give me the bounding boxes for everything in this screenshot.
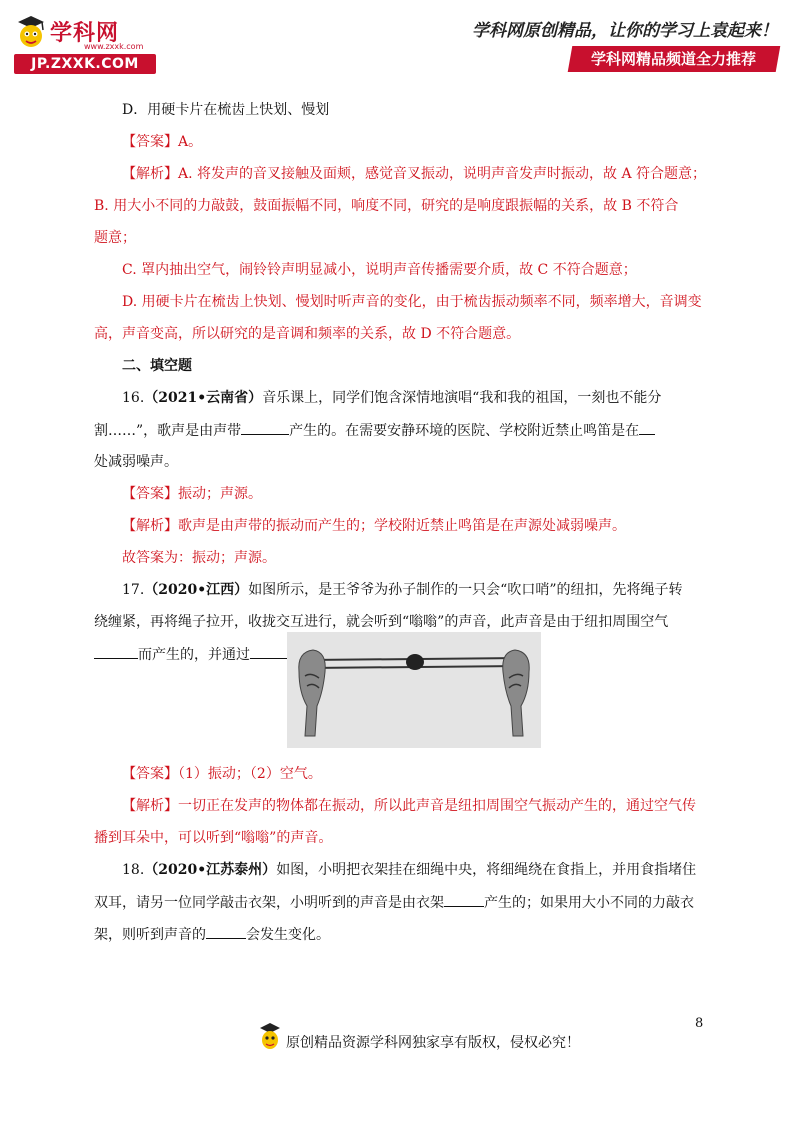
channel-text: 学科网精品频道全力推荐 xyxy=(591,50,757,68)
answer-text: （1）振动；（2）空气。 xyxy=(178,766,322,782)
question-source: （2020•江西） xyxy=(144,582,249,598)
question-text: 双耳，请另一位同学敲击衣架，小明听到的声音是由衣架 xyxy=(94,895,444,911)
section-title: 二、填空题 xyxy=(122,358,192,374)
q15-analysis-line-1 xyxy=(122,164,706,184)
analysis-label: 【解析】 xyxy=(122,798,178,814)
q15-analysis-line-6: 高，声音变高，所以研究的是音调和频率的关系，故 D 不符合题意。 xyxy=(94,326,521,342)
question-text: 割……”，歌声是由声带 xyxy=(94,423,242,439)
q16-conclusion: 故答案为：振动；声源。 xyxy=(122,550,276,566)
answer-text: A。 xyxy=(178,134,203,150)
question-text: 音乐课上，同学们饱含深情地演唱“我和我的祖国，一刻也不能分 xyxy=(262,390,662,406)
q16-analysis xyxy=(122,516,626,536)
question-text: 而产生的，并通过 xyxy=(138,647,250,663)
analysis-label: 【解析】 xyxy=(122,518,178,534)
button-whistle-illustration xyxy=(287,632,541,748)
mascot-icon xyxy=(14,14,48,50)
q15-analysis-line-3: 题意； xyxy=(94,230,136,246)
q17-analysis-line-2: 播到耳朵中，可以听到“嗡嗡”的声音。 xyxy=(94,830,333,846)
question-number: 18. xyxy=(122,862,145,878)
q16-line-1 xyxy=(122,388,661,408)
logo-subdomain: www.zxxk.com xyxy=(84,42,144,51)
q15-option-d: D．用硬卡片在梳齿上快划、慢划 xyxy=(122,102,330,118)
q18-line-3 xyxy=(94,924,330,945)
q18-line-1 xyxy=(122,860,696,880)
zxxk-logo xyxy=(14,14,164,74)
question-text: 产生的；如果用大小不同的力敲衣 xyxy=(484,895,694,911)
question-number: 17. xyxy=(122,582,145,598)
q17-answer xyxy=(122,764,322,784)
answer-blank[interactable] xyxy=(639,420,655,435)
mascot-icon xyxy=(258,1022,282,1052)
page-header xyxy=(0,0,800,80)
answer-blank[interactable] xyxy=(206,924,246,939)
answer-blank[interactable] xyxy=(241,420,289,435)
answer-label: 【答案】 xyxy=(122,766,178,782)
question-text: 架，则听到声音的 xyxy=(94,927,206,943)
analysis-text: A. 将发声的音叉接触及面颊，感觉音叉振动，说明声音发声时振动，故 A 符合题意； xyxy=(178,166,707,182)
question-text: 产生的。在需要安静环境的医院、学校附近禁止鸣笛是在 xyxy=(289,423,640,439)
channel-banner xyxy=(568,46,781,72)
analysis-text: 歌声是由声带的振动而产生的；学校附近禁止鸣笛是在声源处减弱噪声。 xyxy=(178,518,626,534)
page-number: 8 xyxy=(695,1016,704,1031)
q17-analysis-line-1 xyxy=(122,796,696,816)
button-whistle-figure xyxy=(287,632,541,748)
analysis-text: 一切正在发声的物体都在振动，所以此声音是纽扣周围空气振动产生的，通过空气传 xyxy=(178,798,696,814)
question-text: 会发生变化。 xyxy=(246,927,330,943)
q18-line-2 xyxy=(94,892,694,913)
answer-blank[interactable] xyxy=(94,644,138,659)
answer-blank[interactable] xyxy=(444,892,484,907)
analysis-label: 【解析】 xyxy=(122,166,178,182)
q17-line-1 xyxy=(122,580,683,600)
answer-label: 【答案】 xyxy=(122,134,178,150)
question-text: 如图，小明把衣架挂在细绳中央，将细绳绕在食指上，并用食指堵住 xyxy=(276,862,697,878)
question-number: 16. xyxy=(122,390,145,406)
copyright-notice: 原创精品资源学科网独家享有版权，侵权必究！ xyxy=(286,1035,580,1051)
answer-label: 【答案】 xyxy=(122,486,178,502)
logo-url[interactable]: JP.ZXXK.COM xyxy=(14,54,156,74)
answer-text: 振动；声源。 xyxy=(178,486,262,502)
header-slogan: 学科网原创精品，让你的学习上袁起来！ xyxy=(472,21,778,41)
logo-name: 学科网 xyxy=(50,21,120,46)
q17-line-2: 绕缠紧，再将绳子拉开，收拢交互进行，就会听到“嗡嗡”的声音，此声音是由于纽扣周围空气 xyxy=(94,614,669,630)
page-footer xyxy=(0,1010,800,1070)
question-source: （2020•江苏泰州） xyxy=(144,862,277,878)
q16-answer xyxy=(122,484,262,504)
question-source: （2021•云南省） xyxy=(144,390,263,406)
q15-analysis-line-2: B. 用大小不同的力敲鼓，鼓面振幅不同，响度不同，研究的是响度跟振幅的关系，故 B 不符合 xyxy=(94,198,679,214)
q16-line-2 xyxy=(94,420,655,441)
q15-answer xyxy=(122,132,202,152)
q16-line-3: 处减弱噪声。 xyxy=(94,454,178,470)
q15-analysis-line-4: C. 罩内抽出空气，闹铃铃声明显减小，说明声音传播需要介质，故 C 不符合题意； xyxy=(122,262,637,278)
question-text: 如图所示，是王爷爷为孙子制作的一只会“吹口哨”的纽扣，先将绳子转 xyxy=(248,582,683,598)
q15-analysis-line-5: D. 用硬卡片在梳齿上快划、慢划时听声音的变化，由于梳齿振动频率不同，频率增大，音调变 xyxy=(122,294,702,310)
